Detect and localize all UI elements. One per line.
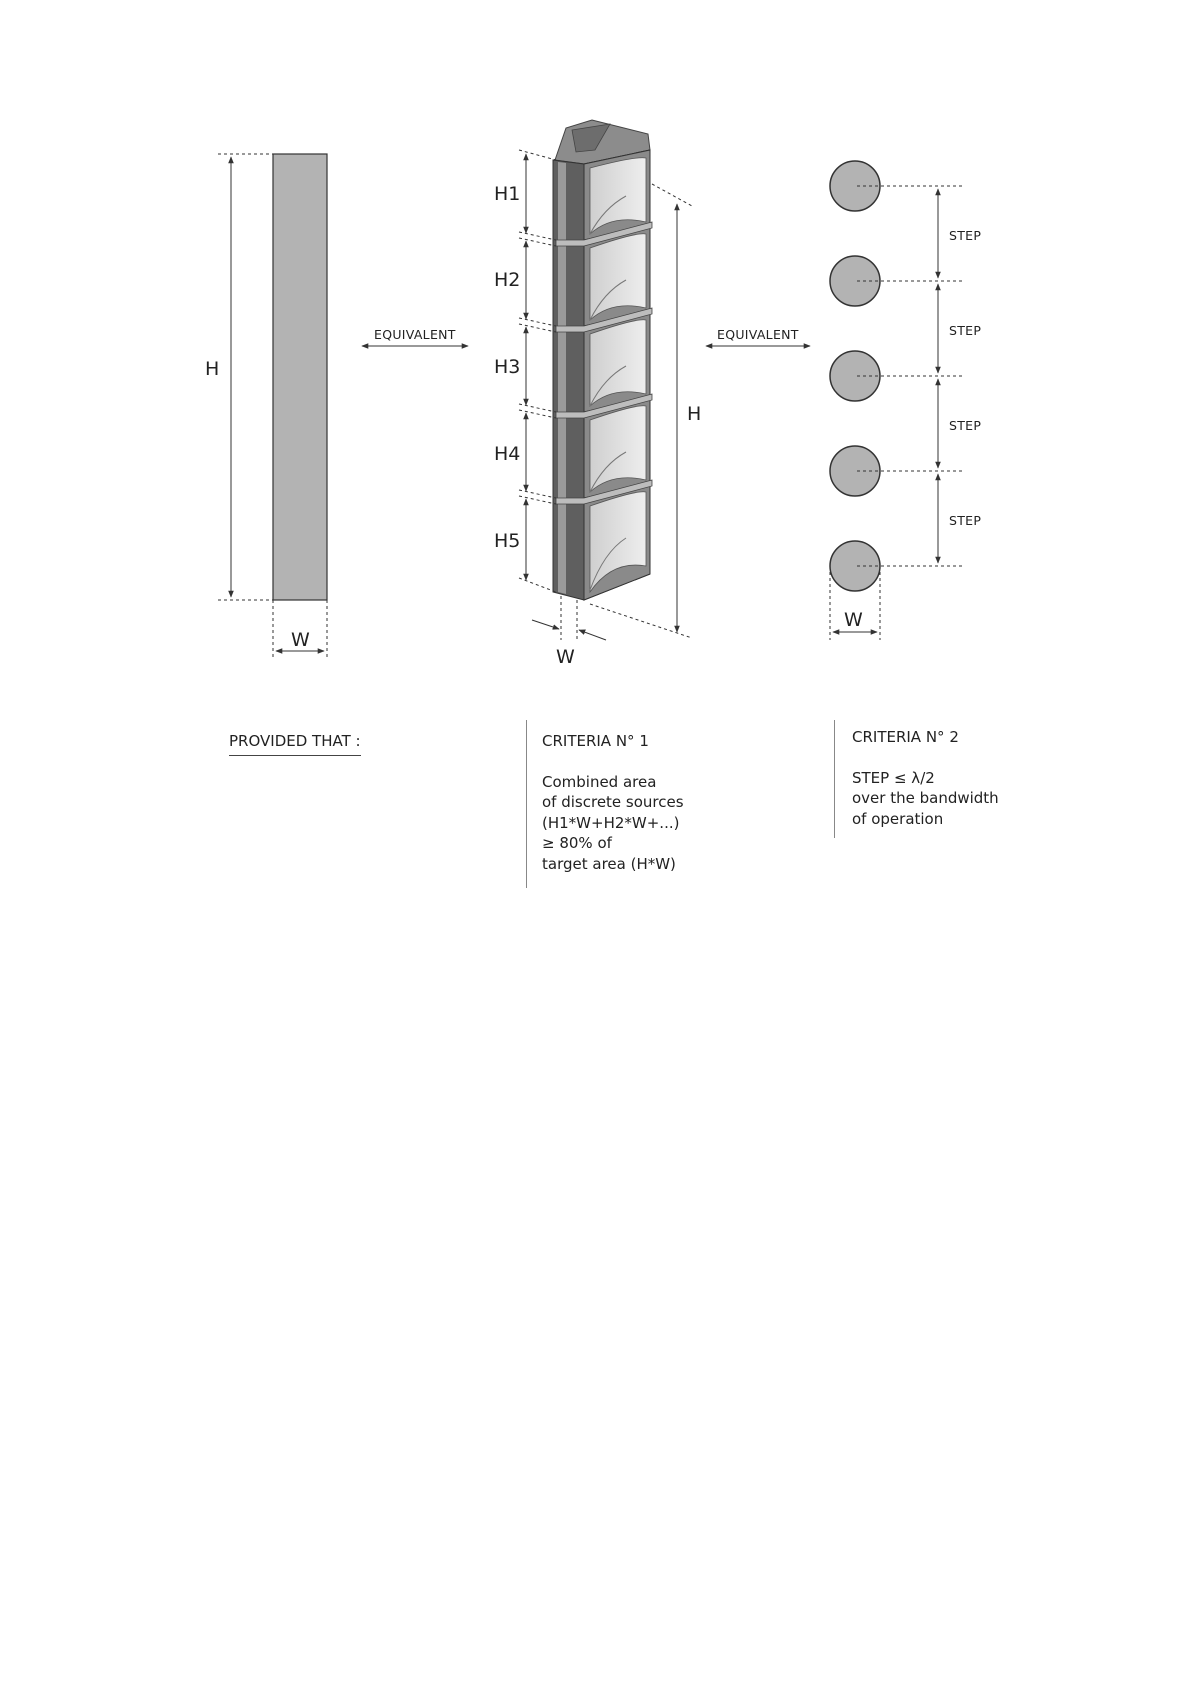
step-label-1: STEP bbox=[949, 228, 982, 243]
equivalent-arrow-1 bbox=[362, 327, 468, 346]
array-height-label: H bbox=[687, 403, 702, 425]
criteria-2 bbox=[852, 727, 999, 829]
criteria2-line: STEP ≤ λ/2 bbox=[852, 768, 935, 787]
continuous-source bbox=[205, 154, 327, 660]
discrete-sources bbox=[830, 161, 981, 640]
provided-that-label: PROVIDED THAT : bbox=[229, 731, 361, 756]
equivalent-label-2: EQUIVALENT bbox=[717, 327, 799, 342]
array-side-panel bbox=[553, 160, 584, 600]
continuous-source-bar bbox=[273, 154, 327, 600]
criteria1-title: CRITERIA N° 1 bbox=[542, 732, 649, 750]
module-dimensions bbox=[494, 150, 556, 592]
criteria1-divider bbox=[526, 720, 527, 888]
module-label-h2: H2 bbox=[494, 269, 521, 291]
criteria2-title: CRITERIA N° 2 bbox=[852, 728, 959, 746]
left-width-label: W bbox=[291, 629, 310, 651]
module-label-h3: H3 bbox=[494, 356, 521, 378]
step-label-3: STEP bbox=[949, 418, 982, 433]
left-height-label: H bbox=[205, 358, 220, 380]
criteria1-line: Combined area bbox=[542, 772, 657, 791]
criteria1-line: target area (H*W) bbox=[542, 854, 676, 873]
point-source-3 bbox=[830, 351, 880, 401]
step-label-2: STEP bbox=[949, 323, 982, 338]
module-label-h1: H1 bbox=[494, 183, 521, 205]
provided-that bbox=[229, 731, 361, 756]
criteria2-line: of operation bbox=[852, 809, 944, 828]
criteria-1 bbox=[542, 731, 684, 874]
array-width-dimension bbox=[532, 596, 606, 668]
module-label-h4: H4 bbox=[494, 443, 521, 465]
point-source-5 bbox=[830, 541, 880, 591]
criteria1-line: (H1*W+H2*W+...) bbox=[542, 813, 680, 832]
array-width-label: W bbox=[556, 646, 575, 668]
point-source-2 bbox=[830, 256, 880, 306]
criteria1-line: of discrete sources bbox=[542, 793, 684, 811]
point-source-4 bbox=[830, 446, 880, 496]
circles-width-label: W bbox=[844, 609, 863, 631]
point-source-1 bbox=[830, 161, 880, 211]
criteria2-line: over the bandwidth bbox=[852, 789, 999, 807]
line-array bbox=[494, 120, 701, 668]
criteria1-line: ≥ 80% of bbox=[542, 834, 612, 852]
module-label-h5: H5 bbox=[494, 530, 521, 552]
step-label-4: STEP bbox=[949, 513, 982, 528]
equivalent-arrow-2 bbox=[706, 327, 810, 346]
equivalent-label-1: EQUIVALENT bbox=[374, 327, 456, 342]
criteria2-divider bbox=[834, 720, 835, 838]
